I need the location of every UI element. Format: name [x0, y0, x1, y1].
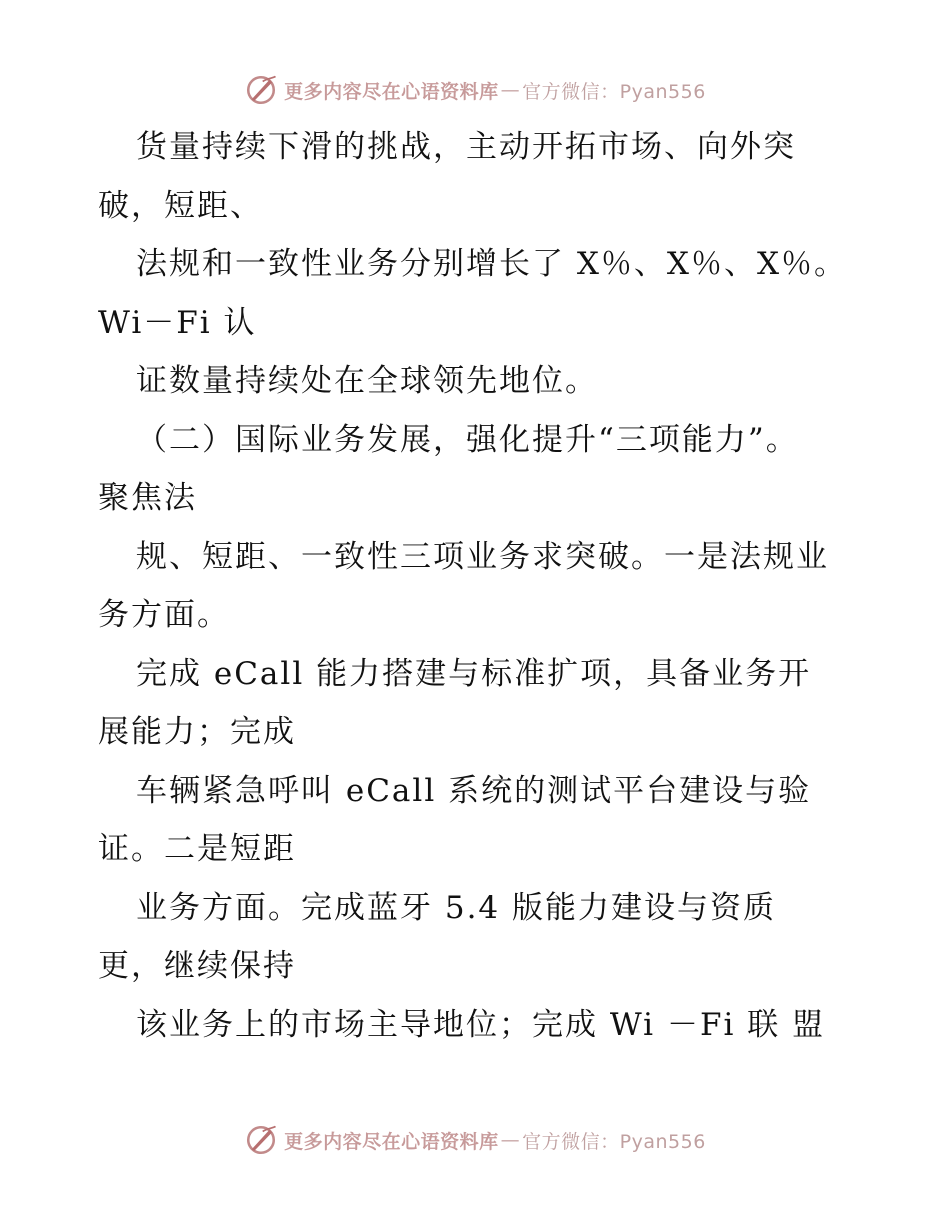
text-line: 法规和一致性业务分别增长了 X％、X％、X％。 [136, 246, 848, 282]
text-line: 车辆紧急呼叫 eCall 系统的测试平台建设与验 [136, 772, 812, 809]
text-line: 规、短距、一致性三项业务求突破。一是法规业 [136, 538, 829, 575]
text-line: 更，继续保持 [98, 948, 296, 984]
text-line: 该业务上的市场主导地位；完成 Wi －Fi 联 盟 [136, 1006, 826, 1043]
watermark-contact-text: 官方微信：Pyan556 [522, 1130, 706, 1153]
watermark-dash: — [500, 1129, 521, 1151]
watermark-site-text: 更多内容尽在心语资料库 [284, 80, 499, 103]
text-line: Wi－Fi 认 [98, 304, 257, 341]
text-line: 展能力；完成 [98, 714, 296, 750]
text-line: 证数量持续处在全球领先地位。 [136, 363, 598, 399]
header-watermark [0, 70, 950, 110]
text-line: 务方面。 [98, 597, 230, 633]
text-line: 证。二是短距 [98, 831, 296, 867]
watermark-site-text: 更多内容尽在心语资料库 [284, 1130, 499, 1153]
text-line: （二）国际业务发展，强化提升“三项能力”。 [136, 421, 799, 458]
footer-watermark [0, 1120, 950, 1160]
text-line: 货量持续下滑的挑战，主动开拓市场、向外突 [136, 129, 796, 165]
quill-logo-icon [244, 1123, 278, 1157]
text-line: 破，短距、 [98, 187, 263, 224]
text-line: 业务方面。完成蓝牙 5.4 版能力建设与资质 [136, 889, 777, 926]
document-body [98, 118, 878, 1054]
text-line: 聚焦法 [98, 480, 197, 516]
text-line: 完成 eCall 能力搭建与标准扩项，具备业务开 [136, 655, 812, 692]
quill-logo-icon [244, 73, 278, 107]
watermark-dash: — [500, 79, 521, 101]
watermark-contact-text: 官方微信：Pyan556 [522, 80, 706, 103]
